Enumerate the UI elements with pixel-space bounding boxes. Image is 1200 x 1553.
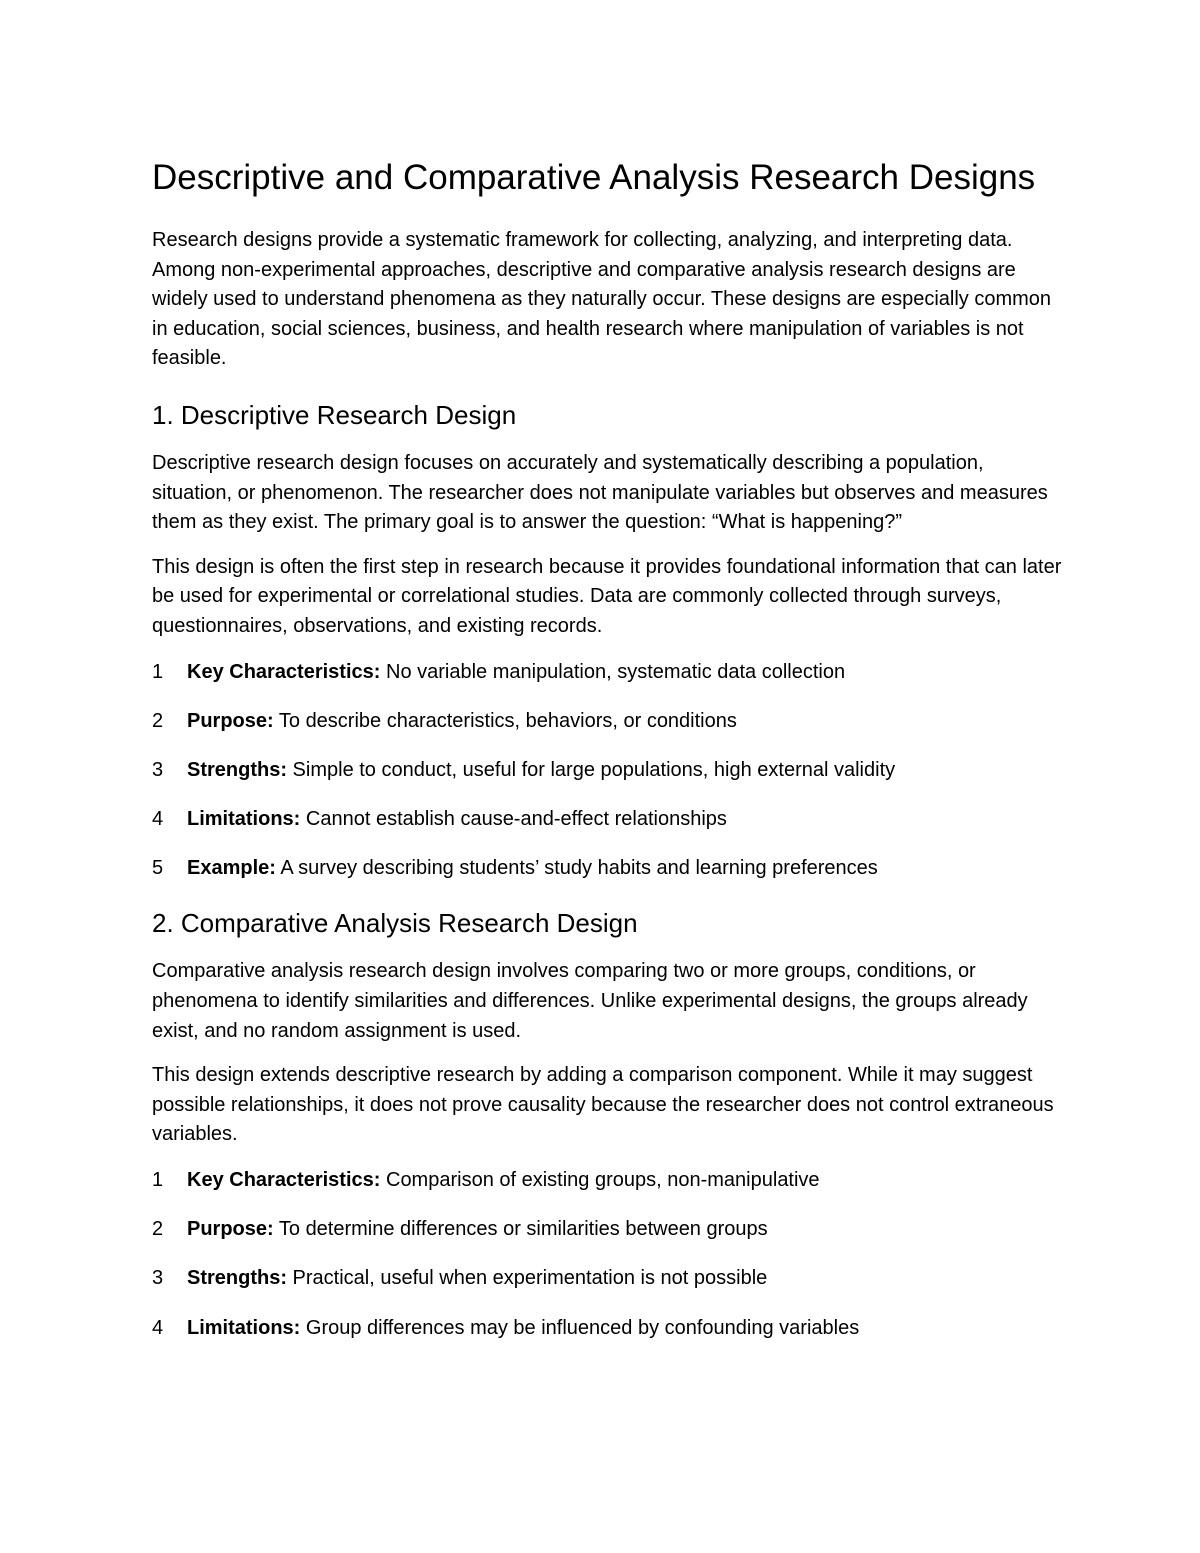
section-paragraph: This design is often the first step in research because it provides foundational information that can later be used for experimental or correlational studies. Data are commonly collected through surveys, questionnaires, observations, and existing records. [152,555,1062,637]
list-item-number: 3 [152,758,164,781]
list-item [152,1215,1062,1245]
section-paragraph: Comparative analysis research design involves comparing two or more groups, conditions, or phenomena to identify similarities and differences. Unlike experimental designs, the groups already exist, and no random assignment is used. [152,960,1028,1042]
list-item [152,1314,1062,1344]
list-item [152,707,1062,737]
list-item-text: Cannot establish cause-and-effect relationships [300,808,727,831]
list-item-text: Comparison of existing groups, non-manipulative [380,1169,820,1192]
section-heading-comparative: 2. Comparative Analysis Research Design [152,908,638,939]
list-item-number: 2 [152,709,164,732]
list-item-label: Strengths: [187,1267,287,1290]
list-item-label: Purpose: [187,709,274,732]
list-item-text: No variable manipulation, systematic data collection [380,660,846,683]
list-item [152,658,1062,688]
section-paragraph: This design extends descriptive research by adding a comparison component. While it may suggest possible relationships, it does not prove causality because the researcher does not control extraneous variables. [152,1064,1054,1146]
list-item-label: Strengths: [187,758,287,781]
list-item-label: Purpose: [187,1218,274,1241]
list-item-number: 1 [152,1169,164,1192]
list-item-number: 4 [152,808,164,831]
list-item [152,854,1062,884]
section-paragraph: Descriptive research design focuses on accurately and systematically describing a population, situation, or phenomenon. The researcher does not manipulate variables but observes and measures them as they exist. The primary goal is to answer the question: “What is happening?” [152,451,1048,534]
comparative-characteristics-list [152,1166,1062,1343]
list-item-label: Example: [187,857,276,880]
list-item [152,805,1062,835]
list-item-number: 5 [152,857,164,880]
list-item-number: 2 [152,1218,164,1241]
list-item [152,1264,1062,1294]
list-item-text: Simple to conduct, useful for large populations, high external validity [287,758,896,781]
list-item-text: Practical, useful when experimentation is not possible [287,1267,768,1290]
list-item-label: Limitations: [187,1316,301,1339]
list-item-label: Key Characteristics: [187,1169,381,1192]
list-item-number: 4 [152,1316,164,1339]
section-heading-descriptive: 1. Descriptive Research Design [152,399,517,430]
list-item [152,756,1062,786]
list-item-label: Limitations: [187,808,301,831]
descriptive-characteristics-list [152,658,1062,884]
list-item [152,1166,1062,1196]
list-item-text: Group differences may be influenced by confounding variables [300,1316,860,1339]
intro-paragraph: Research designs provide a systematic framework for collecting, analyzing, and interpreting data. Among non-experimental approaches, descriptive and comparative analysis research designs are widely used to understand phenomena as they naturally occur. These designs are especially common in education, social sciences, business, and health research where manipulation of variables is not feasible. [152,229,1052,370]
list-item-text: To describe characteristics, behaviors, or conditions [273,709,737,732]
list-item-text: A survey describing students’ study habits and learning preferences [275,857,878,880]
list-item-number: 1 [152,660,164,683]
list-item-number: 3 [152,1267,164,1290]
document-title: Descriptive and Comparative Analysis Research Designs [152,158,1036,197]
list-item-label: Key Characteristics: [187,660,381,683]
document-page [152,150,1062,1363]
list-item-text: To determine differences or similarities between groups [273,1218,768,1241]
